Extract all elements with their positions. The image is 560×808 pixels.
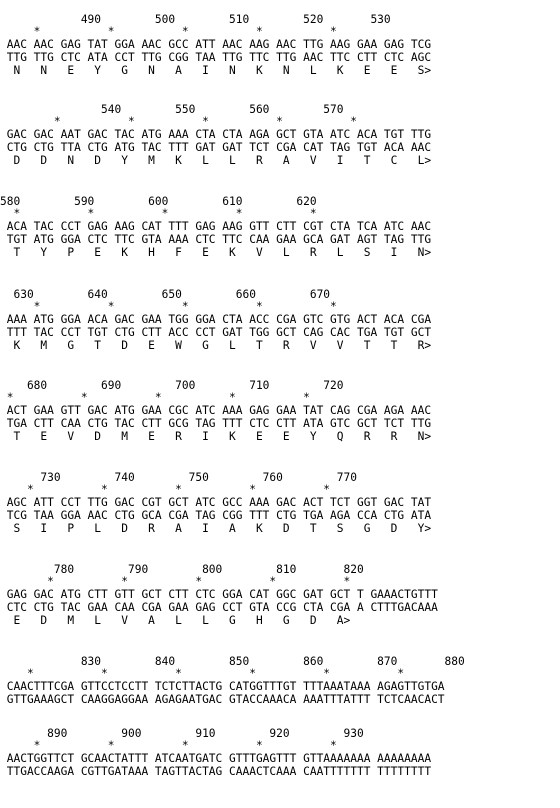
dna-strand-top: AAA ATG GGA ACA GAC GAA TGG GGA CTA ACC CGA GTC GTG ACT ACA CGA	[0, 313, 432, 326]
position-numbers: 630 640 650 660 670	[0, 288, 331, 301]
dna-strand-top: GAC GAC AAT GAC TAC ATG AAA CTA CTA AGA GCT GTA ATC ACA TGT TTG	[0, 128, 432, 141]
position-markers: * * * * *	[0, 575, 351, 588]
position-markers: * * * * *	[0, 739, 337, 752]
position-numbers: 580 590 600 610 620	[0, 195, 317, 208]
dna-strand-bottom: TTG TTG CTC ATA CCT TTG CGG TAA TTG TTC TTG AAC TTC CTT CTC AGC	[0, 51, 432, 64]
dna-strand-bottom: TCG TAA GGA AAC CTG GCA CGA TAG CGG TTT CTG TGA AGA CCA CTG ATA	[0, 509, 432, 522]
position-markers: * * * * *	[0, 483, 331, 496]
dna-strand-bottom: TGA CTT CAA CTG TAC CTT GCG TAG TTT CTC CTT ATA GTC GCT TCT TTG	[0, 417, 432, 430]
amino-acid-translation: D D N D Y M K L L R A V I T C L>	[0, 154, 432, 167]
amino-acid-translation: S I P L D R A I A K D T S G D Y>	[0, 522, 432, 535]
sequence-block-1	[0, 14, 560, 94]
position-numbers: 830 840 850 860 870 880	[0, 655, 465, 668]
position-numbers: 780 790 800 810 820	[0, 563, 364, 576]
amino-acid-translation: K M G T D E W G L T R V V T T R>	[0, 339, 432, 352]
position-markers: * * * * *	[0, 115, 357, 128]
dna-strand-bottom: CTG CTG TTA CTG ATG TAC TTT GAT GAT TCT CGA CAT TAG TGT ACA AAC	[0, 141, 432, 154]
dna-strand-bottom: CTC CTG TAC GAA CAA CGA GAA GAG CCT GTA CCG CTA CGA A CTTTGACAAA	[0, 601, 438, 614]
dna-strand-top: ACA TAC CCT GAG AAG CAT TTT GAG AAG GTT CTT CGT CTA TCA ATC AAC	[0, 220, 432, 233]
dna-strand-bottom: TTGACCAAGA CGTTGATAAA TAGTTACTAG CAAACTCAAA CAATTTTTTT TTTTTTTT	[0, 765, 432, 778]
sequence-block-3	[0, 196, 560, 276]
sequence-block-9	[0, 728, 560, 808]
amino-acid-translation: N N E Y G N A I N K N L K E E S>	[0, 64, 432, 77]
position-numbers: 890 900 910 920 930	[0, 727, 364, 740]
position-numbers: 730 740 750 760 770	[0, 471, 357, 484]
position-numbers: 680 690 700 710 720	[0, 379, 344, 392]
position-markers: * * * * *	[0, 25, 337, 38]
dna-strand-top: AGC ATT CCT TTG GAC CGT GCT ATC GCC AAA GAC ACT TCT GGT GAC TAT	[0, 496, 432, 509]
dna-strand-bottom: TTT TAC CCT TGT CTG CTT ACC CCT GAT TGG GCT CAG CAC TGA TGT GCT	[0, 326, 432, 339]
sequence-block-7	[0, 564, 560, 644]
dna-strand-top: AACTGGTTCT GCAACTATTT ATCAATGATC GTTTGAGTTT GTTAAAAAAA AAAAAAAA	[0, 752, 432, 765]
dna-strand-top: CAACTTTCGA GTTCCTCCTT TCTCTTACTG CATGGTTTGT TTTAAATAAA AGAGTTGTGA	[0, 680, 445, 693]
amino-acid-translation: T Y P E K H F E K V L R L S I N>	[0, 246, 432, 259]
sequence-block-6	[0, 472, 560, 552]
dna-strand-bottom: TGT ATG GGA CTC TTC GTA AAA CTC TTC CAA GAA GCA GAT AGT TAG TTG	[0, 233, 432, 246]
position-numbers: 490 500 510 520 530	[0, 13, 391, 26]
amino-acid-translation: E D M L V A L L G H G D A>	[0, 614, 351, 627]
position-markers: * * * * *	[0, 207, 317, 220]
dna-strand-top: GAG GAC ATG CTT GTT GCT CTT CTC GGA CAT GGC GAT GCT T GAAACTGTTT	[0, 588, 438, 601]
position-markers: * * * * *	[0, 391, 310, 404]
position-markers: * * * * *	[0, 300, 337, 313]
position-markers: * * * * * *	[0, 667, 405, 680]
dna-strand-bottom: GTTGAAAGCT CAAGGAGGAA AGAGAATGAC GTACCAAACA AAATTTATTT TCTCAACACT	[0, 693, 445, 706]
position-numbers: 540 550 560 570	[0, 103, 344, 116]
dna-strand-top: ACT GAA GTT GAC ATG GAA CGC ATC AAA GAG GAA TAT CAG CGA AGA AAC	[0, 404, 432, 417]
sequence-block-5	[0, 380, 560, 460]
sequence-block-2	[0, 104, 560, 184]
amino-acid-translation: T E V D M E R I K E E Y Q R R N>	[0, 430, 432, 443]
sequence-block-8	[0, 656, 560, 736]
sequence-block-4	[0, 289, 560, 369]
dna-strand-top: AAC AAC GAG TAT GGA AAC GCC ATT AAC AAG AAC TTG AAG GAA GAG TCG	[0, 38, 432, 51]
